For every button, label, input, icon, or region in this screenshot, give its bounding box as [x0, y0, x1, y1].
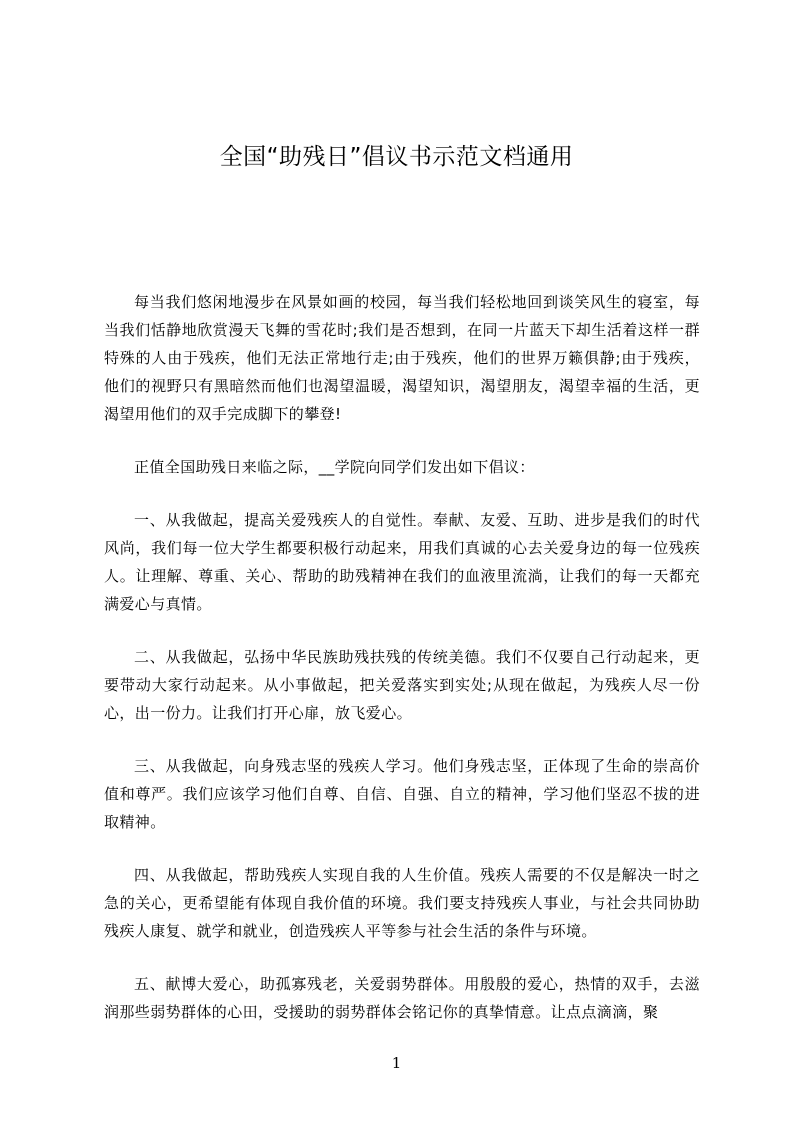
paragraph-item-4: 四、从我做起，帮助残疾人实现自我的人生价值。残疾人需要的不仅是解决一时之急的关心，更希望能有体现自我价值的环境。我们要支持残疾人事业，与社会共同协助残疾人康复、就学和就业，创造残疾人平等参与社会生活的条件与环境。 [104, 866, 700, 940]
paragraph-item-1: 一、从我做起，提高关爱残疾人的自觉性。奉献、友爱、互助、进步是我们的时代风尚，我们每一位大学生都要积极行动起来，用我们真诚的心去关爱身边的每一位残疾人。让理解、尊重、关心、帮助的助残精神在我们的血液里流淌，让我们的每一天都充满爱心与真情。 [104, 511, 700, 613]
document-body [104, 288, 700, 1051]
paragraph-intro: 每当我们悠闲地漫步在风景如画的校园，每当我们轻松地回到谈笑风生的寝室，每当我们恬静地欣赏漫天飞舞的雪花时;我们是否想到，在同一片蓝天下却生活着这样一群特殊的人由于残疾，他们无法正常地行走;由于残疾，他们的世界万籁俱静;由于残疾，他们的视野只有黑暗然而他们也渴望温暖，渴望知识，渴望朋友，渴望幸福的生活，更渴望用他们的双手完成脚下的攀登! [104, 293, 700, 423]
paragraph-item-3: 三、从我做起，向身残志坚的残疾人学习。他们身残志坚，正体现了生命的崇高价值和尊严。我们应该学习他们自尊、自信、自强、自立的精神，学习他们坚忍不拔的进取精神。 [104, 757, 700, 831]
paragraph-proposal-lead: 正值全国助残日来临之际，__学院向同学们发出如下倡议： [134, 458, 535, 476]
paragraph-item-2: 二、从我做起，弘扬中华民族助残扶残的传统美德。我们不仅要自己行动起来，更要带动大家行动起来。从小事做起，把关爱落实到实处;从现在做起，为残疾人尽一份心，出一份力。让我们打开心扉，放飞爱心。 [104, 648, 700, 722]
page-number: 1 [391, 1054, 402, 1072]
paragraph-item-5: 五、献博大爱心，助孤寡残老，关爱弱势群体。用殷殷的爱心，热情的双手，去滋润那些弱势群体的心田，受援助的弱势群体会铭记你的真挚情意。让点点滴滴，聚 [104, 975, 700, 1021]
document-title: 全国“助残日”倡议书示范文档通用 [219, 144, 574, 170]
